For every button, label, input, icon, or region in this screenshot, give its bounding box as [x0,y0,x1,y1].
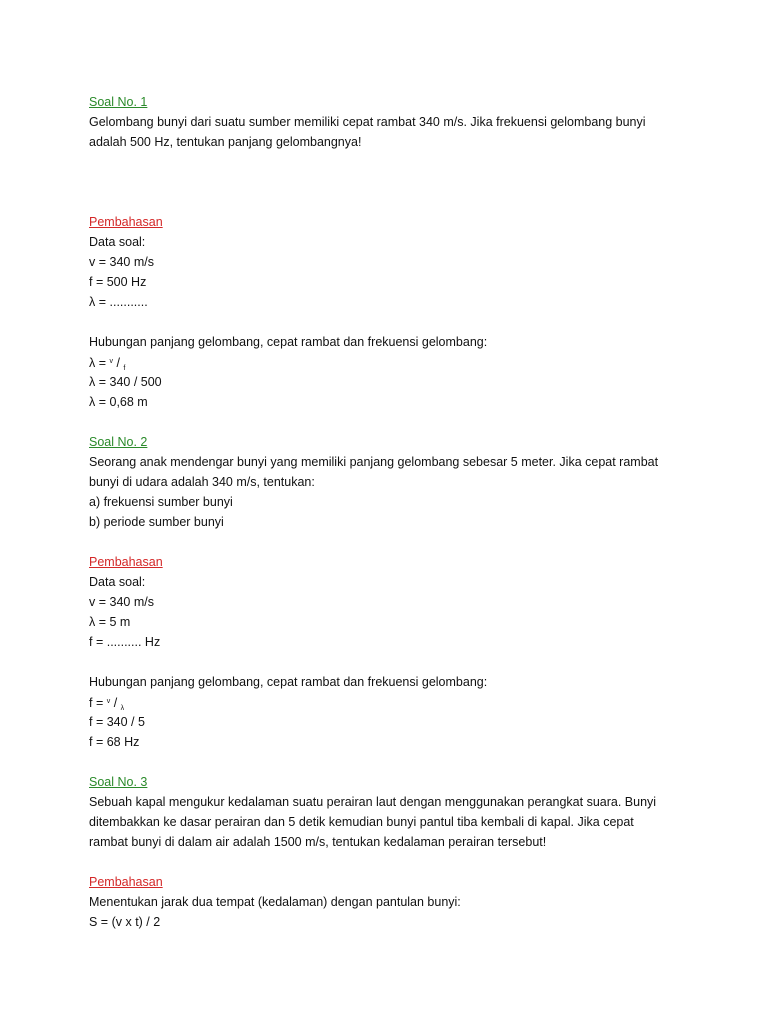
pembahasan-2-step: f = 340 / 5 [89,715,145,729]
formula-denominator: f [123,365,126,372]
pembahasan-2-data-label: Data soal: [89,575,146,589]
formula-slash: / [110,696,121,710]
soal-2-heading: Soal No. 2 [89,435,148,449]
soal-2-question-line: bunyi di udara adalah 340 m/s, tentukan: [89,475,315,489]
pembahasan-1-data-item: f = 500 Hz [89,275,147,289]
pembahasan-2-data-item: λ = 5 m [89,615,131,629]
pembahasan-1-formula [89,352,689,372]
pembahasan-2-data-item: v = 340 m/s [89,595,154,609]
pembahasan-1-data-label: Data soal: [89,235,146,249]
soal-3-question-line: rambat bunyi di dalam air adalah 1500 m/s, tentukan kedalaman perairan tersebut! [89,835,547,849]
formula-slash: / [113,356,124,370]
formula-lhs: f = [89,696,107,710]
soal-3-question-line: Sebuah kapal mengukur kedalaman suatu perairan laut dengan menggunakan perangkat suara. Bunyi [89,795,657,809]
document-content [89,92,689,932]
soal-3-question-line: ditembakkan ke dasar perairan dan 5 detik kemudian bunyi pantul tiba kembali di kapal. Jika cepat [89,815,634,829]
formula-denominator: λ [120,705,125,712]
pembahasan-1-data-item: v = 340 m/s [89,255,154,269]
soal-3-heading: Soal No. 3 [89,775,148,789]
pembahasan-2-step: f = 68 Hz [89,735,140,749]
soal-2-question-line: b) periode sumber bunyi [89,515,224,529]
soal-1-question-line: adalah 500 Hz, tentukan panjang gelombangnya! [89,135,362,149]
pembahasan-3-line: S = (v x t) / 2 [89,915,161,929]
pembahasan-1-step: λ = 340 / 500 [89,375,162,389]
pembahasan-1-step: λ = 0,68 m [89,395,148,409]
pembahasan-2-relation: Hubungan panjang gelombang, cepat rambat dan frekuensi gelombang: [89,675,488,689]
pembahasan-2-heading: Pembahasan [89,555,163,569]
pembahasan-1-heading: Pembahasan [89,215,163,229]
pembahasan-2-formula [89,692,689,712]
soal-1-question-line: Gelombang bunyi dari suatu sumber memiliki cepat rambat 340 m/s. Jika frekuensi gelombang bunyi [89,115,646,129]
soal-2-question-line: a) frekuensi sumber bunyi [89,495,233,509]
pembahasan-1-relation: Hubungan panjang gelombang, cepat rambat dan frekuensi gelombang: [89,335,488,349]
formula-lhs: λ = [89,356,110,370]
pembahasan-3-line: Menentukan jarak dua tempat (kedalaman) dengan pantulan bunyi: [89,895,461,909]
pembahasan-3-heading: Pembahasan [89,875,163,889]
pembahasan-1-data-item: λ = ........... [89,295,148,309]
soal-1-heading: Soal No. 1 [89,95,148,109]
pembahasan-2-data-item: f = .......... Hz [89,635,161,649]
formula-numerator: v [106,698,111,705]
formula-numerator: v [109,358,113,365]
soal-2-question-line: Seorang anak mendengar bunyi yang memiliki panjang gelombang sebesar 5 meter. Jika cepat rambat [89,455,659,469]
